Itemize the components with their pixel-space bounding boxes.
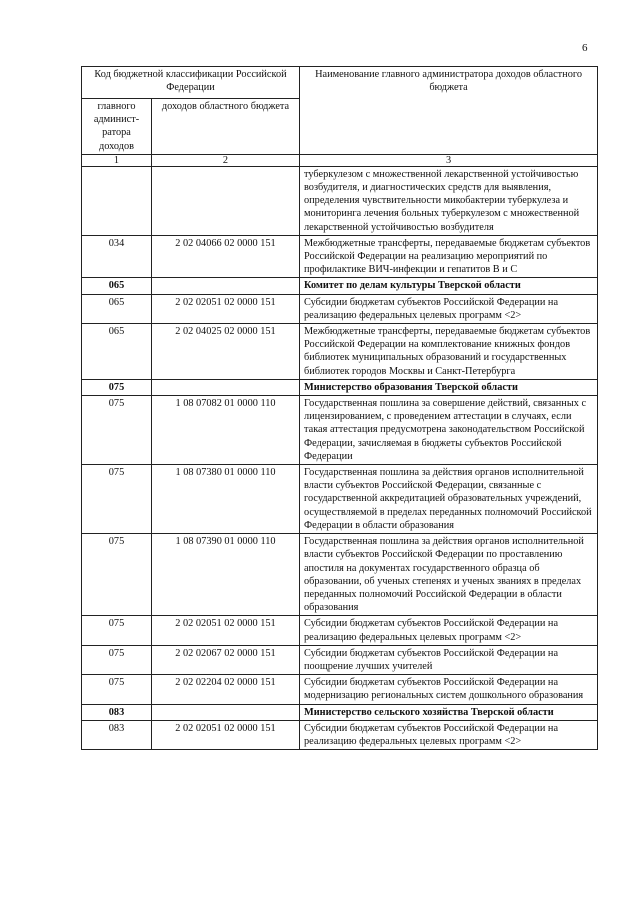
header-code-group: Код бюджетной классификации Российской Федерации [82,67,300,99]
table-row [82,396,598,465]
revenue-code-cell: 2 02 02051 02 0000 151 [152,294,300,323]
table-row [82,645,598,674]
department-row [82,278,598,294]
name-cell: Государственная пошлина за действия органов исполнительной власти субъектов Российской Федерации, связанные с государственной аккредитацией образовательных учреждений, осуществляемой в пределах переданных полномочий Российской Федерации в области образования [300,465,598,534]
name-cell: Комитет по делам культуры Тверской области [300,278,598,294]
revenue-code-cell: 2 02 04066 02 0000 151 [152,235,300,278]
admin-code-cell [82,166,152,235]
name-cell: Межбюджетные трансферты, передаваемые бюджетам субъектов Российской Федерации на комплектование книжных фондов библиотек муниципальных образований и государственных библиотек городов Москвы и Санкт-Петербурга [300,324,598,380]
column-number-1: 1 [82,154,152,166]
table-row [82,235,598,278]
column-number-2: 2 [152,154,300,166]
name-cell: Субсидии бюджетам субъектов Российской Федерации на реализацию федеральных целевых программ <2> [300,616,598,645]
table-row [82,166,598,235]
admin-code-cell: 065 [82,294,152,323]
admin-code-cell: 034 [82,235,152,278]
name-cell: Межбюджетные трансферты, передаваемые бюджетам субъектов Российской Федерации на реализацию мероприятий по профилактике ВИЧ-инфекции и гепатитов В и С [300,235,598,278]
department-row [82,704,598,720]
admin-code-cell: 075 [82,534,152,616]
revenue-code-cell: 2 02 02051 02 0000 151 [152,616,300,645]
admin-code-cell: 065 [82,324,152,380]
page-number: 6 [582,42,588,54]
revenue-code-cell [152,379,300,395]
admin-code-cell: 083 [82,720,152,749]
revenue-code-cell: 2 02 02204 02 0000 151 [152,675,300,704]
name-cell: Министерство образования Тверской области [300,379,598,395]
table-row [82,720,598,749]
admin-code-cell: 083 [82,704,152,720]
name-cell: Субсидии бюджетам субъектов Российской Федерации на поощрение лучших учителей [300,645,598,674]
header-revenue-code: доходов областного бюджета [152,99,300,155]
admin-code-cell: 075 [82,675,152,704]
table-row [82,616,598,645]
name-cell: Государственная пошлина за действия органов исполнительной власти субъектов Российской Федерации по проставлению апостиля на документах государственного образца об образовании, об ученых степенях и ученых званиях в пределах переданных полномочий Российской Федерации в области образования [300,534,598,616]
name-cell: туберкулезом с множественной лекарственной устойчивостью возбудителя, и диагностических средств для выявления, определения чувствительности микобактерии туберкулеза и мониторинга лечения больных туберкулезом с множественной лекарственной устойчивостью возбудителя [300,166,598,235]
table-row [82,675,598,704]
table-row [82,324,598,380]
header-name: Наименование главного администратора доходов областного бюджета [300,67,598,155]
table-row [82,294,598,323]
table-row [82,465,598,534]
header-admin: главного админист-ратора доходов [82,99,152,155]
name-cell: Субсидии бюджетам субъектов Российской Федерации на реализацию федеральных целевых программ <2> [300,294,598,323]
admin-code-cell: 075 [82,616,152,645]
name-cell: Государственная пошлина за совершение действий, связанных с лицензированием, с проведением аттестации в случаях, если такая аттестация предусмотрена законодательством Российской Федерации, зачисляемая в бюджеты субъектов Российской Федерации [300,396,598,465]
revenue-code-cell: 1 08 07380 01 0000 110 [152,465,300,534]
name-cell: Субсидии бюджетам субъектов Российской Федерации на реализацию федеральных целевых программ <2> [300,720,598,749]
admin-code-cell: 075 [82,396,152,465]
column-number-3: 3 [300,154,598,166]
revenue-code-cell: 2 02 02067 02 0000 151 [152,645,300,674]
admin-code-cell: 065 [82,278,152,294]
revenue-code-cell: 1 08 07390 01 0000 110 [152,534,300,616]
revenue-code-cell: 1 08 07082 01 0000 110 [152,396,300,465]
name-cell: Субсидии бюджетам субъектов Российской Федерации на модернизацию региональных систем дошкольного образования [300,675,598,704]
department-row [82,379,598,395]
admin-code-cell: 075 [82,379,152,395]
revenue-code-cell [152,166,300,235]
admin-code-cell: 075 [82,645,152,674]
table-body [82,166,598,749]
revenue-administrators-table [81,66,598,750]
name-cell: Министерство сельского хозяйства Тверской области [300,704,598,720]
revenue-code-cell [152,278,300,294]
revenue-code-cell: 2 02 02051 02 0000 151 [152,720,300,749]
revenue-code-cell: 2 02 04025 02 0000 151 [152,324,300,380]
revenue-code-cell [152,704,300,720]
table-row [82,534,598,616]
admin-code-cell: 075 [82,465,152,534]
